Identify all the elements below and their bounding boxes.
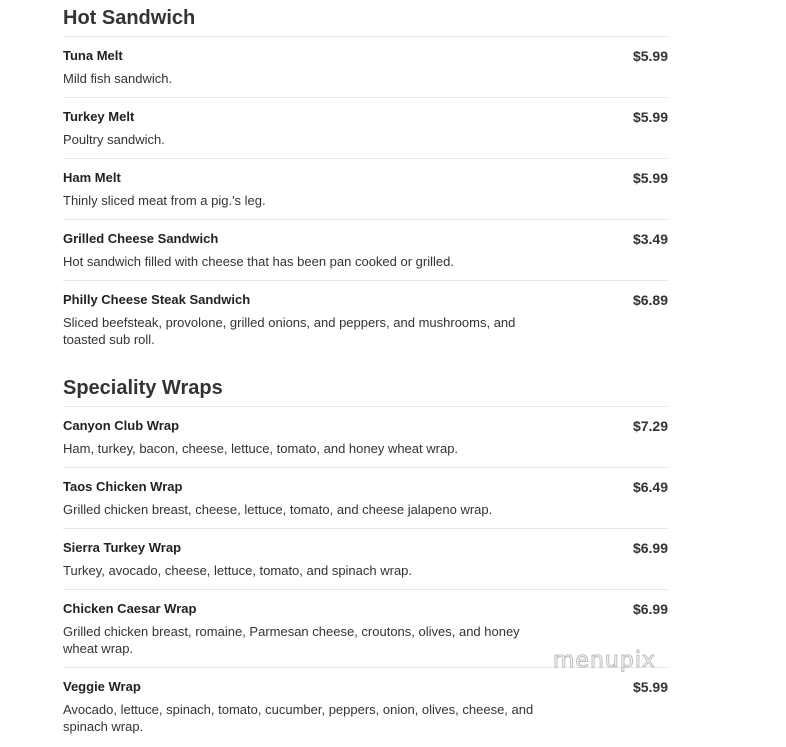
menu-item: [63, 468, 668, 529]
section-speciality-wraps: [63, 358, 668, 745]
item-name: Ham Melt: [63, 170, 121, 185]
item-description: Poultry sandwich.: [63, 132, 165, 147]
menu-item: [63, 220, 668, 281]
item-price: $6.89: [632, 292, 668, 308]
item-name: Tuna Melt: [63, 48, 123, 63]
item-name: Veggie Wrap: [63, 679, 141, 694]
section-title: Hot Sandwich: [63, 7, 196, 29]
menupix-watermark: menupix: [553, 648, 656, 673]
item-description: Grilled chicken breast, romaine, Parmesan cheese, croutons, olives, and honey wheat wrap.: [63, 624, 520, 656]
item-name: Chicken Caesar Wrap: [63, 601, 197, 616]
menu-item: [63, 668, 668, 745]
item-price: $3.49: [632, 231, 668, 247]
item-price: $6.99: [632, 601, 668, 617]
section-items: [63, 36, 668, 358]
item-name: Turkey Melt: [63, 109, 135, 124]
section-items: [63, 406, 668, 745]
menu-item: [63, 37, 668, 98]
menu-item: [63, 281, 668, 358]
menu-item: [63, 159, 668, 220]
item-price: $5.99: [632, 170, 668, 186]
menu-item: [63, 407, 668, 468]
menu-list: [63, 0, 668, 745]
item-name: Taos Chicken Wrap: [63, 479, 183, 494]
item-price: $6.99: [632, 540, 668, 556]
item-price: $5.99: [632, 679, 668, 695]
item-price: $6.49: [632, 479, 668, 495]
item-description: Hot sandwich filled with cheese that has been pan cooked or grilled.: [63, 254, 454, 269]
item-description: Ham, turkey, bacon, cheese, lettuce, tomato, and honey wheat wrap.: [63, 441, 459, 456]
item-description: Turkey, avocado, cheese, lettuce, tomato, and spinach wrap.: [63, 563, 413, 578]
item-price: $5.99: [632, 109, 668, 125]
item-name: Sierra Turkey Wrap: [63, 540, 182, 555]
item-description: Avocado, lettuce, spinach, tomato, cucumber, peppers, onion, olives, cheese, and spinach wrap.: [63, 702, 534, 734]
item-description: Sliced beefsteak, provolone, grilled onions, and peppers, and mushrooms, and toasted sub roll.: [63, 315, 516, 347]
item-description: Mild fish sandwich.: [63, 71, 173, 86]
item-description: Grilled chicken breast, cheese, lettuce, tomato, and cheese jalapeno wrap.: [63, 502, 493, 517]
item-name: Canyon Club Wrap: [63, 418, 180, 433]
menu-item: [63, 98, 668, 159]
item-price: $7.29: [632, 418, 668, 434]
section-hot-sandwich: [63, 0, 668, 358]
menu-item: [63, 529, 668, 590]
item-price: $5.99: [632, 48, 668, 64]
item-name: Philly Cheese Steak Sandwich: [63, 292, 251, 307]
item-name: Grilled Cheese Sandwich: [63, 231, 219, 246]
section-title: Speciality Wraps: [63, 377, 223, 399]
item-description: Thinly sliced meat from a pig.'s leg.: [63, 193, 266, 208]
